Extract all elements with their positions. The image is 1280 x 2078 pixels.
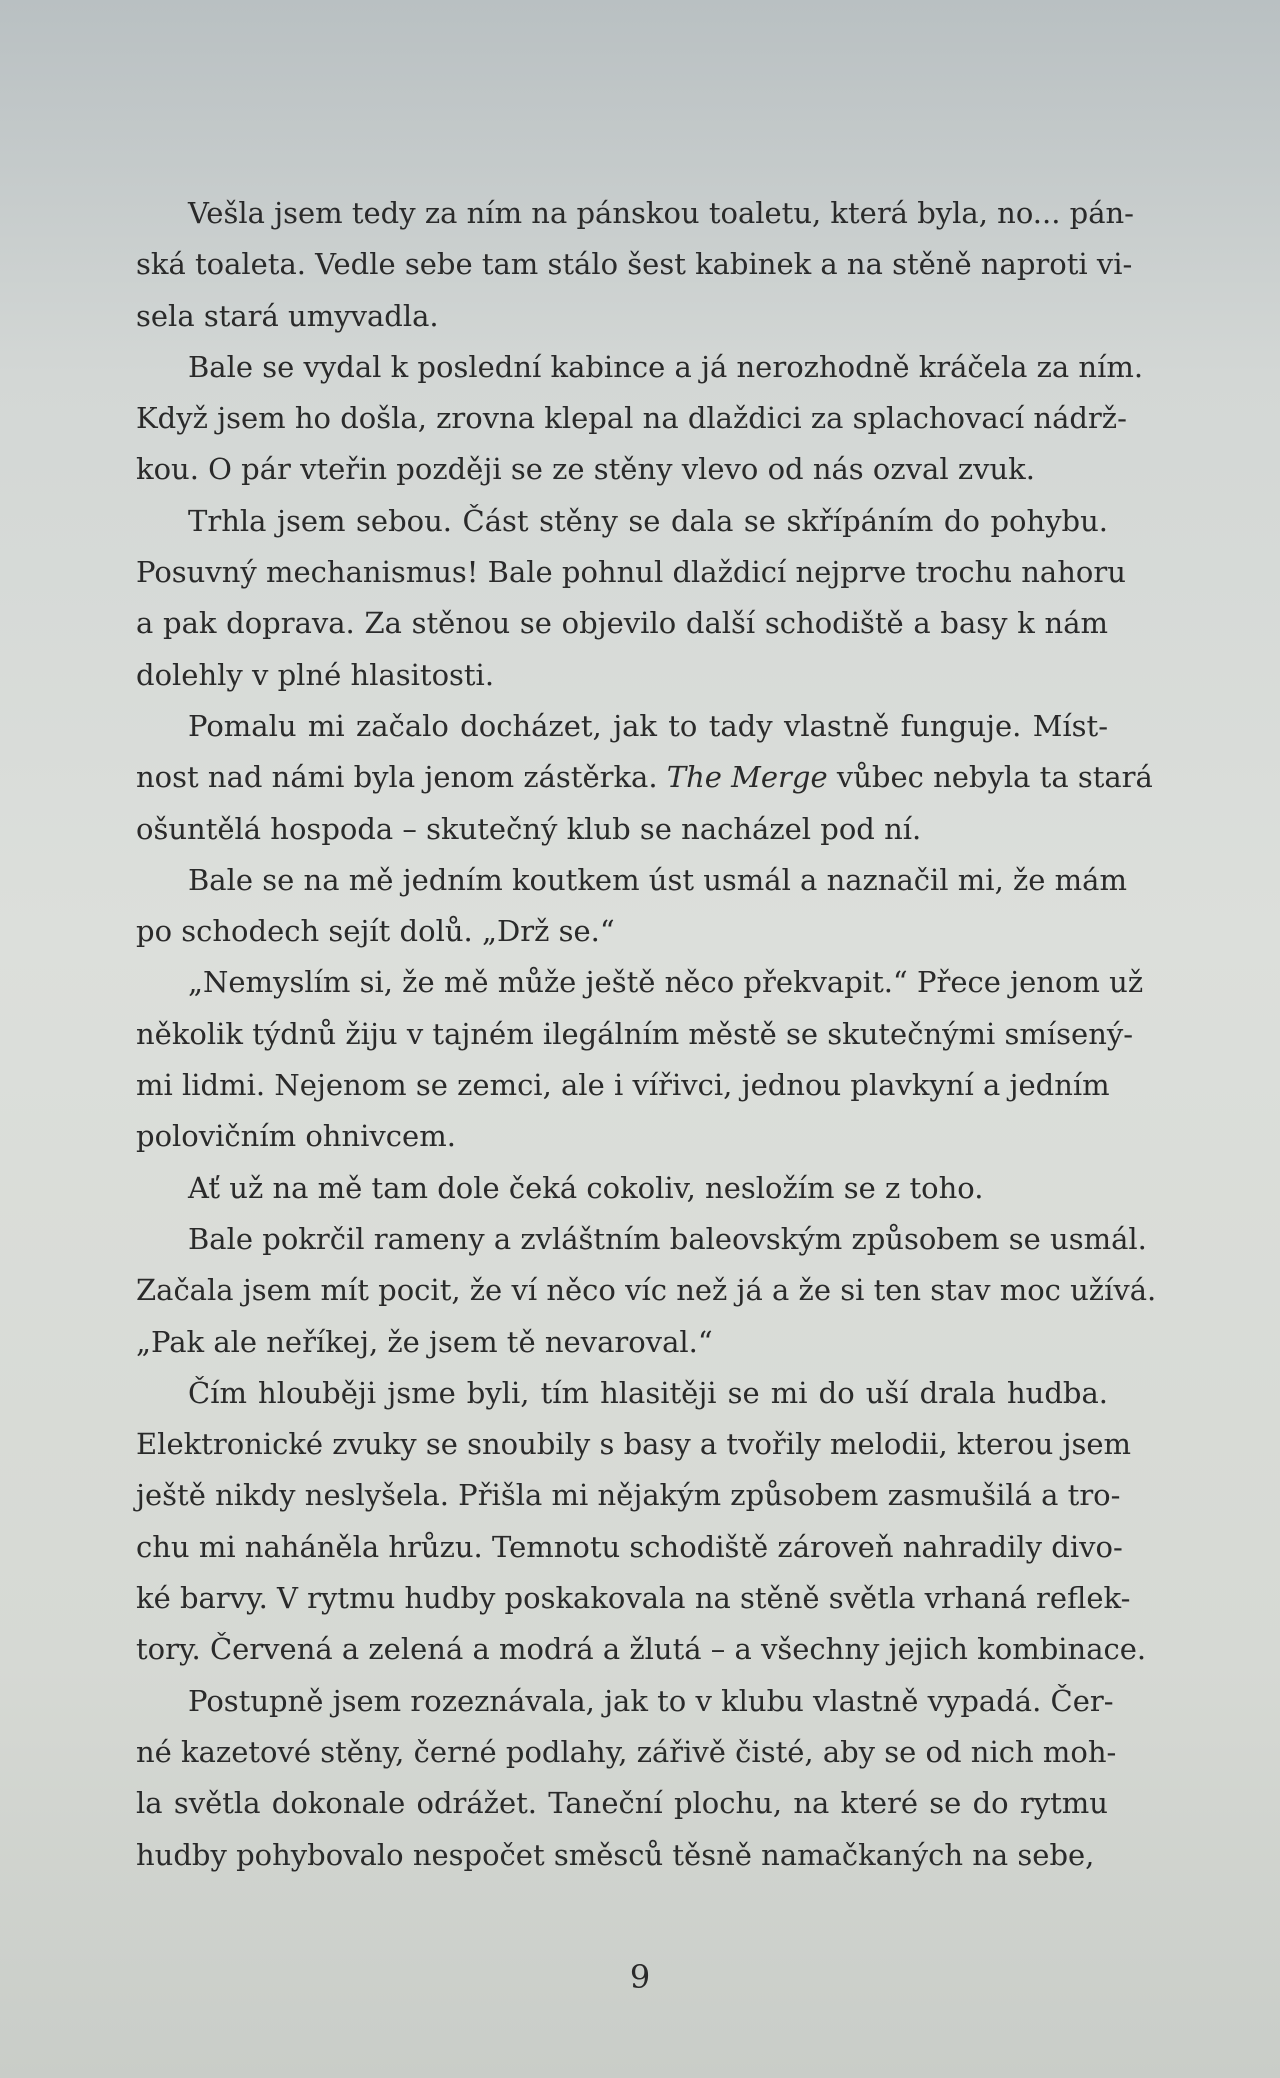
text-line: Bale se vydal k poslední kabince a já nerozhodně kráčela za ním.: [188, 349, 1144, 384]
paragraph: [136, 957, 1144, 1162]
text-line: Postupně jsem rozeznávala, jak to v klubu vlastně vypadá. Čer-: [188, 1683, 1114, 1718]
text-line: né kazetové stěny, černé podlahy, zářivě čisté, aby se od nich moh-: [136, 1734, 1117, 1769]
text-line: několik týdnů žiju v tajném ilegálním městě se skutečnými smísený-: [136, 1016, 1134, 1051]
paragraph: [136, 342, 1144, 496]
text-line: Ať už na mě tam dole čeká cokoliv, nesložím se z toho.: [188, 1170, 984, 1205]
paragraph: [136, 496, 1126, 701]
text-line: polovičním ohnivcem.: [136, 1119, 456, 1154]
text-line: Když jsem ho došla, zrovna klepal na dlaždici za splachovací nádrž-: [136, 401, 1127, 436]
paragraph: [136, 701, 1153, 855]
text-line: „Nemyslím si, že mě může ještě něco překvapit.“ Přece jenom už: [188, 965, 1144, 1000]
text-line: „Pak ale neříkej, že jsem tě nevaroval.“: [136, 1324, 713, 1359]
text-line: hudby pohybovalo nespočet směsců těsně namačkaných na sebe,: [136, 1837, 1095, 1872]
paragraph: [136, 188, 1134, 342]
text-line: nost nad námi byla jenom zástěrka. The Merge vůbec nebyla ta stará: [136, 760, 1153, 795]
text-line: ké barvy. V rytmu hudby poskakovala na stěně světla vrhaná reflek-: [136, 1581, 1131, 1616]
text-line: Posuvný mechanismus! Bale pohnul dlaždicí nejprve trochu nahoru: [136, 555, 1126, 590]
book-title-italic: The Merge: [666, 760, 828, 795]
paragraph: [136, 855, 1127, 958]
text-line: la světla dokonale odrážet. Taneční plochu, na které se do rytmu: [136, 1786, 1108, 1821]
text-line: ská toaleta. Vedle sebe tam stálo šest kabinek a na stěně naproti vi-: [136, 247, 1133, 282]
text-line: kou. O pár vteřin později se ze stěny vlevo od nás ozval zvuk.: [136, 452, 1035, 487]
paragraph: [136, 1676, 1117, 1881]
paragraph: [136, 1368, 1147, 1676]
text-line: mi lidmi. Nejenom se zemci, ale i vířivci, jednou plavkyní a jedním: [136, 1068, 1110, 1103]
text-line: sela stará umyvadla.: [136, 298, 439, 333]
page-number: 9: [629, 1958, 651, 1996]
text-line: Bale se na mě jedním koutkem úst usmál a naznačil mi, že mám: [188, 862, 1127, 897]
text-line: Čím hlouběji jsme byli, tím hlasitěji se mi do uší drala hudba.: [188, 1375, 1108, 1410]
book-page-text: [136, 188, 1157, 1881]
paragraph: [136, 1214, 1157, 1368]
text-line: Bale pokrčil rameny a zvláštním baleovským způsobem se usmál.: [188, 1221, 1147, 1256]
text-line: chu mi naháněla hrůzu. Temnotu schodiště zároveň nahradily divo-: [136, 1529, 1123, 1564]
text-line: tory. Červená a zelená a modrá a žlutá – a všechny jejich kombinace.: [136, 1632, 1147, 1667]
text-line: a pak doprava. Za stěnou se objevilo další schodiště a basy k nám: [136, 606, 1108, 641]
text-line: dolehly v plné hlasitosti.: [136, 657, 495, 692]
text-line: ještě nikdy neslyšela. Přišla mi nějakým způsobem zasmušilá a tro-: [136, 1478, 1121, 1513]
text-line: Trhla jsem sebou. Část stěny se dala se skřípáním do pohybu.: [188, 503, 1108, 538]
text-line: Pomalu mi začalo docházet, jak to tady vlastně funguje. Míst-: [188, 708, 1108, 743]
text-line: po schodech sejít dolů. „Drž se.“: [136, 914, 615, 949]
text-line: Elektronické zvuky se snoubily s basy a tvořily melodii, kterou jsem: [136, 1427, 1132, 1462]
text-line: Vešla jsem tedy za ním na pánskou toaletu, která byla, no... pán-: [188, 196, 1134, 230]
paragraph: [136, 1163, 1108, 1214]
text-line: Začala jsem mít pocit, že ví něco víc než já a že si ten stav moc užívá.: [136, 1273, 1157, 1308]
text-line: ošuntělá hospoda – skutečný klub se nacházel pod ní.: [136, 811, 922, 846]
